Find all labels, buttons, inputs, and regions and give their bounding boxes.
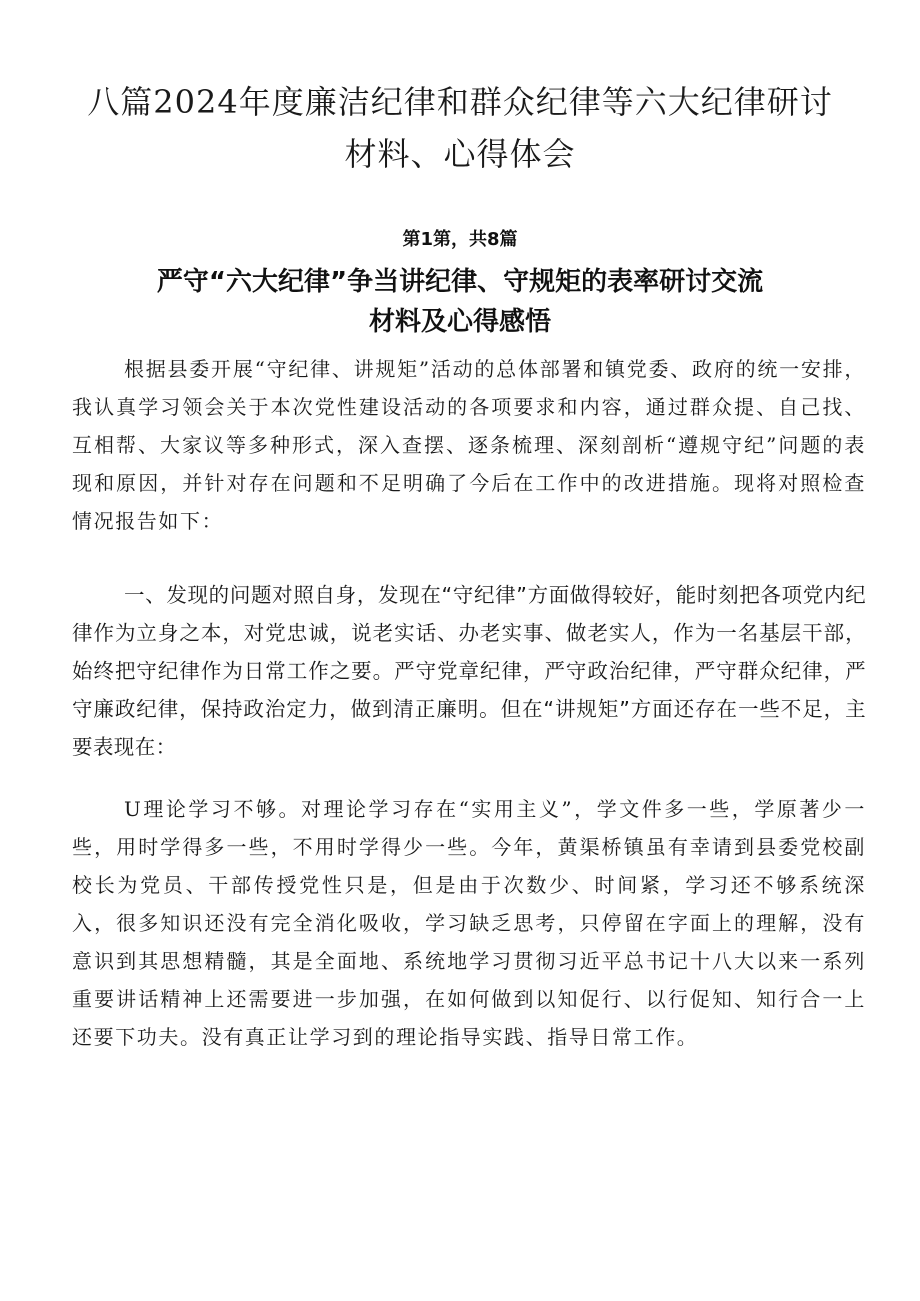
intro-paragraph: 根据县委开展“守纪律、讲规矩”活动的总体部署和镇党委、政府的统一安排，我认真学习领会关于本次党性建设活动的各项要求和内容，通过群众提、自己找、互相帮、大家议等多种形式，深入查摆、逐条梳理、深刻剖析“遵规守纪”问题的表现和原因，并针对存在问题和不足明确了今后在工作中的改进措施。现将对照检查情况报告如下： bbox=[72, 357, 866, 533]
theory-study-paragraph: U理论学习不够。对理论学习存在“实用主义”，学文件多一些，学原著少一些，用时学得多一些，不用时学得少一些。今年，黄渠桥镇虽有幸请到县委党校副校长为党员、干部传授党性只是，但是由于次数少、时间紧，学习还不够系统深入，很多知识还没有完全消化吸收，学习缺乏思考，只停留在字面上的理解，没有意识到其思想精髓，其是全面地、系统地学习贯彻习近平总书记十八大以来一系列重要讲话精神上还需要进一步加强，在如何做到以知促行、以行促知、知行合一上还要下功夫。没有真正让学习到的理论指导实践、指导日常工作。 bbox=[72, 797, 866, 1049]
article-title-line-1: 严守“六大纪律”争当讲纪律、守规矩的表率研讨交流 bbox=[156, 267, 764, 297]
document-title bbox=[60, 76, 860, 180]
article-title bbox=[60, 262, 860, 342]
document-title-line-2: 材料、心得体会 bbox=[344, 135, 576, 173]
article-title-line-2: 材料及心得感悟 bbox=[368, 307, 551, 337]
document-title-line-1: 八篇2024年度廉洁纪律和群众纪律等六大纪律研讨 bbox=[87, 83, 833, 121]
problem-overview-paragraph: 一、发现的问题对照自身，发现在“守纪律”方面做得较好，能时刻把各项党内纪律作为立身之本，对党忠诚，说老实话、办老实事、做老实人，作为一名基层干部，始终把守纪律作为日常工作之要。严守党章纪律，严守政治纪律，严守群众纪律，严守廉政纪律，保持政治定力，做到清正廉明。但在“讲规矩”方面还存在一些不足，主要表现在： bbox=[72, 583, 866, 759]
article-index: 第1第，共8篇 bbox=[402, 229, 518, 250]
